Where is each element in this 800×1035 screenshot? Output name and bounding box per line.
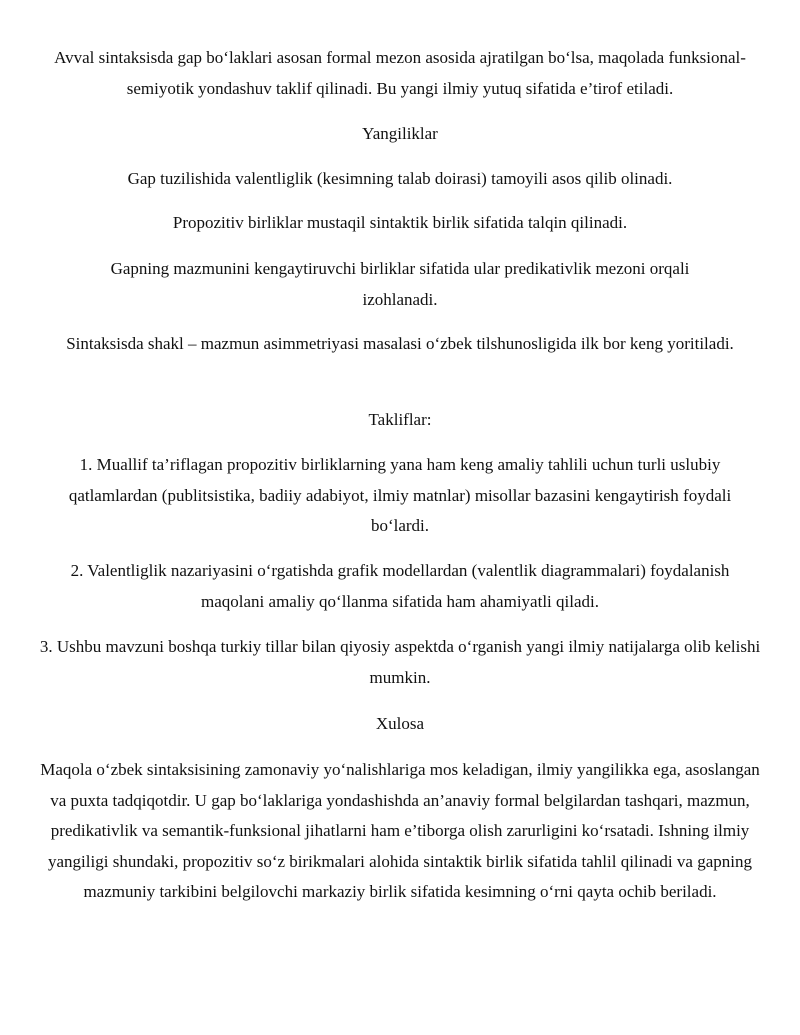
novelty-heading: Yangiliklar xyxy=(362,124,438,143)
novelty-item: Gap tuzilishida valentliglik (kesimning talab doirasi) tamoyili asos qilib olinadi. xyxy=(127,169,673,188)
novelty-item: Sintaksisda shakl – mazmun asimmetriyasi masalasi o‘zbek tilshunosligida ilk bor keng yoritiladi. xyxy=(66,334,734,353)
proposals-heading: Takliflar: xyxy=(368,410,432,429)
novelty-item: Propozitiv birliklar mustaqil sintaktik birlik sifatida talqin qilinadi. xyxy=(172,213,628,232)
intro-paragraph: Avval sintaksisda gap bo‘laklari asosan formal mezon asosida ajratilgan bo‘lsa, maqolada funksional-semiyotik yondashuv taklif qilinadi. Bu yangi ilmiy yutuq sifatida e’tirof etiladi. xyxy=(54,48,746,98)
proposal-item: 1. Muallif ta’riflagan propozitiv birliklarning yana ham keng amaliy tahlili uchun turli uslubiy qatlamlardan (publitsistika, badiiy adabiyot, ilmiy matnlar) misollar bazasini kengaytirish foydali bo‘lardi. xyxy=(68,455,732,535)
novelty-item: Gapning mazmunini kengaytiruvchi birliklar sifatida ular predikativlik mezoni orqali izohlanadi. xyxy=(110,259,690,309)
conclusion-heading: Xulosa xyxy=(375,714,425,733)
conclusion-paragraph: Maqola o‘zbek sintaksisining zamonaviy yo‘nalishlariga mos keladigan, ilmiy yangilikka ega, asoslangan va puxta tadqiqotdir. U gap bo‘laklariga yondashishda an’anaviy formal belgilardan tashqari, mazmun, predikativlik va semantik-funksional jihatlarni ham e’tiborga olish zarurligini ko‘rsatadi. Ishning ilmiy yangiligi shundaki, propozitiv so‘z birikmalari alohida sintaktik birlik sifatida tahlil qilinadi va gapning mazmuniy tarkibini belgilovchi markaziy birlik sifatida kesimning o‘rni qayta ochib beriladi. xyxy=(40,760,760,901)
proposal-item: 2. Valentliglik nazariyasini o‘rgatishda grafik modellardan (valentlik diagrammalari) foydalanish maqolani amaliy qo‘llanma sifatida ham ahamiyatli qiladi. xyxy=(70,561,730,611)
proposal-item: 3. Ushbu mavzuni boshqa turkiy tillar bilan qiyosiy aspektda o‘rganish yangi ilmiy natijalarga olib kelishi mumkin. xyxy=(39,637,761,687)
